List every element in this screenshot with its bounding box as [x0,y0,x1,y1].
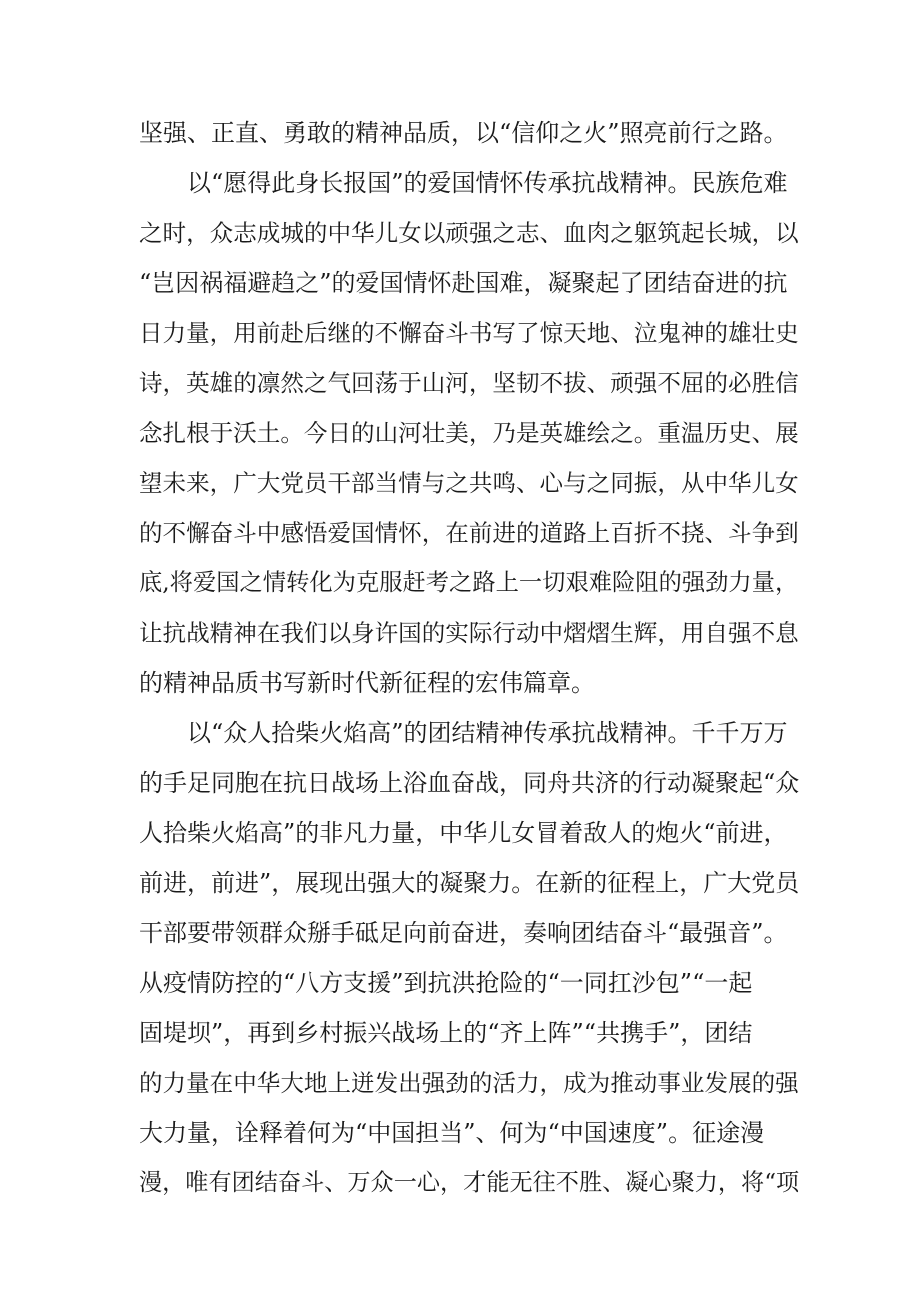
text-line: 的不懈奋斗中感悟爱国情怀，在前进的道路上百折不挠、斗争到 [139,519,799,547]
text-line: “岂因祸福避趋之”的爱国情怀赴国难，凝聚起了团结奋进的抗 [139,269,788,297]
body-text [139,108,799,1208]
text-line: 望未来，广大党员干部当情与之共鸣、心与之同振，从中华儿女 [139,469,799,497]
text-line: 的精神品质书写新时代新征程的宏伟篇章。 [139,669,595,697]
text-line: 前进，前进”，展现出强大的凝聚力。在新的征程上，广大党员 [139,869,800,897]
text-line: 从疫情防控的“八方支援”到抗洪抢险的“一同扛沙包”“一起 [139,969,753,997]
text-line: 大力量，诠释着何为“中国担当”、何为“中国速度”。征途漫 [139,1119,765,1147]
text-line: 底,将爱国之情转化为克服赶考之路上一切艰难险阻的强劲力量， [139,569,799,596]
text-line: 干部要带领群众掰手砥足向前奋进，奏响团结奋斗“最强音”。 [139,919,788,947]
text-line: 人拾柴火焰高”的非凡力量，中华儿女冒着敌人的炮火“前进， [139,819,788,847]
text-line: 以“愿得此身长报国”的爱国情怀传承抗战精神。民族危难 [187,169,788,197]
text-line: 让抗战精神在我们以身许国的实际行动中熠熠生辉，用自强不息 [139,619,799,647]
text-line: 诗，英雄的凛然之气回荡于山河，坚韧不拔、顽强不屈的必胜信 [139,369,799,397]
text-line: 之时，众志成城的中华儿女以顽强之志、血肉之躯筑起长城，以 [139,219,799,247]
text-line: 念扎根于沃土。今日的山河壮美，乃是英雄绘之。重温历史、展 [139,419,799,447]
text-line: 的手足同胞在抗日战场上浴血奋战，同舟共济的行动凝聚起“众 [139,769,800,797]
text-line: 漫，唯有团结奋斗、万众一心，才能无往不胜、凝心聚力，将“项 [139,1170,800,1196]
text-line: 日力量，用前赴后继的不懈奋斗书写了惊天地、泣鬼神的雄壮史 [139,319,799,347]
text-line: 的力量在中华大地上迸发出强劲的活力，成为推动事业发展的强 [139,1069,799,1097]
text-line: 坚强、正直、勇敢的精神品质，以“信仰之火”照亮前行之路。 [139,119,788,147]
text-line: 固堤坝”，再到乡村振兴战场上的“齐上阵”“共携手”，团结 [139,1019,753,1047]
text-line: 以“众人拾柴火焰高”的团结精神传承抗战精神。千千万万 [187,719,788,747]
